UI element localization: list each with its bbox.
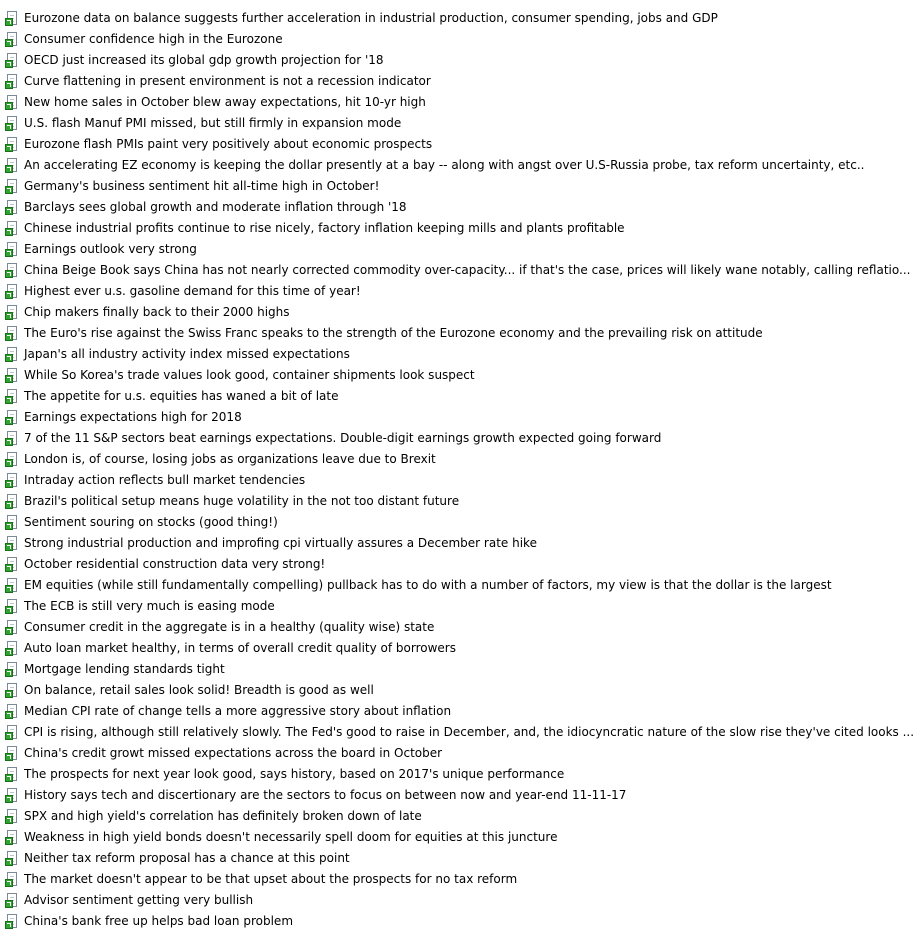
list-item[interactable]	[5, 491, 806, 512]
list-item[interactable]	[5, 428, 806, 449]
document-shortcut-icon[interactable]	[5, 704, 18, 719]
document-shortcut-icon[interactable]	[5, 767, 18, 782]
document-shortcut-icon[interactable]	[5, 893, 18, 908]
document-shortcut-icon[interactable]	[5, 809, 18, 824]
list-item[interactable]	[5, 575, 832, 596]
list-item[interactable]	[5, 50, 806, 71]
document-shortcut-icon[interactable]	[5, 410, 18, 425]
list-item-label[interactable]: China Beige Book says China has not nearly corrected commodity over-capacity... if that's the case, prices will likely wane notably, calling reflatio...	[24, 263, 911, 277]
list-item[interactable]	[5, 680, 806, 701]
list-item-label[interactable]: U.S. flash Manuf PMI missed, but still firmly in expansion mode	[24, 116, 402, 130]
list-item[interactable]	[5, 71, 806, 92]
list-item[interactable]	[5, 743, 806, 764]
list-item[interactable]	[5, 302, 806, 323]
list-item-label[interactable]: Strong industrial production and improfing cpi virtually assures a December rate hike	[24, 536, 537, 550]
document-shortcut-icon[interactable]	[5, 74, 18, 89]
list-item-label[interactable]: While So Korea's trade values look good, container shipments look suspect	[24, 368, 475, 382]
list-item[interactable]	[5, 449, 806, 470]
list-item-label[interactable]: Weakness in high yield bonds doesn't necessarily spell doom for equities at this juncture	[24, 830, 558, 844]
list-item[interactable]	[5, 533, 806, 554]
list-item[interactable]	[5, 722, 914, 743]
document-shortcut-icon[interactable]	[5, 431, 18, 446]
list-item-label[interactable]: An accelerating EZ economy is keeping the dollar presently at a bay -- along with angst over U.S-Russia probe, tax reform uncertainty, etc..	[24, 158, 865, 172]
list-item[interactable]	[5, 239, 806, 260]
list-item[interactable]	[5, 29, 806, 50]
document-shortcut-icon[interactable]	[5, 914, 18, 929]
list-item[interactable]	[5, 155, 865, 176]
list-item-label[interactable]: Advisor sentiment getting very bullish	[24, 893, 254, 907]
document-shortcut-icon[interactable]	[5, 578, 18, 593]
document-shortcut-icon[interactable]	[5, 494, 18, 509]
list-item-label[interactable]: China's credit growt missed expectations across the board in October	[24, 746, 443, 760]
list-item[interactable]	[5, 659, 806, 680]
list-item-label[interactable]: Eurozone flash PMIs paint very positively about economic prospects	[24, 137, 433, 151]
document-shortcut-icon[interactable]	[5, 326, 18, 341]
list-item[interactable]	[5, 323, 806, 344]
list-item-label[interactable]: Japan's all industry activity index missed expectations	[24, 347, 350, 361]
document-shortcut-icon[interactable]	[5, 536, 18, 551]
list-item-label[interactable]: Consumer credit in the aggregate is in a healthy (quality wise) state	[24, 620, 435, 634]
document-shortcut-icon[interactable]	[5, 683, 18, 698]
document-shortcut-icon[interactable]	[5, 284, 18, 299]
list-item-label[interactable]: Chinese industrial profits continue to rise nicely, factory inflation keeping mills and plants profitable	[24, 221, 625, 235]
list-item[interactable]	[5, 113, 806, 134]
document-shortcut-icon[interactable]	[5, 473, 18, 488]
document-shortcut-icon[interactable]	[5, 872, 18, 887]
document-shortcut-icon[interactable]	[5, 515, 18, 530]
list-item-label[interactable]: Mortgage lending standards tight	[24, 662, 225, 676]
document-shortcut-icon[interactable]	[5, 662, 18, 677]
list-item[interactable]	[5, 8, 806, 29]
list-item-label[interactable]: CPI is rising, although still relatively slowly. The Fed's good to raise in December, and, the idiocyncratic nature of the slow rise they've cited looks ...	[24, 725, 914, 739]
list-item[interactable]	[5, 512, 806, 533]
list-item[interactable]	[5, 764, 806, 785]
document-shortcut-icon[interactable]	[5, 851, 18, 866]
list-item-label[interactable]: Intraday action reflects bull market tendencies	[24, 473, 306, 487]
list-item-label[interactable]: China's bank free up helps bad loan problem	[24, 914, 294, 928]
list-item[interactable]	[5, 911, 806, 932]
document-shortcut-icon[interactable]	[5, 599, 18, 614]
list-item[interactable]	[5, 197, 806, 218]
list-item-label[interactable]: EM equities (while still fundamentally compelling) pullback has to do with a number of factors, my view is that the dollar is the largest	[24, 578, 832, 592]
list-item[interactable]	[5, 701, 806, 722]
document-shortcut-icon[interactable]	[5, 95, 18, 110]
list-item-label[interactable]: New home sales in October blew away expectations, hit 10-yr high	[24, 95, 426, 109]
document-shortcut-icon[interactable]	[5, 137, 18, 152]
document-shortcut-icon[interactable]	[5, 305, 18, 320]
list-item[interactable]	[5, 281, 806, 302]
document-shortcut-icon[interactable]	[5, 116, 18, 131]
list-item[interactable]	[5, 407, 806, 428]
list-item[interactable]	[5, 869, 806, 890]
list-item[interactable]	[5, 344, 806, 365]
list-item[interactable]	[5, 848, 806, 869]
list-item-label[interactable]: Earnings outlook very strong	[24, 242, 197, 256]
document-shortcut-icon[interactable]	[5, 389, 18, 404]
list-item-label[interactable]: October residential construction data very strong!	[24, 557, 326, 571]
list-item-label[interactable]: Median CPI rate of change tells a more aggressive story about inflation	[24, 704, 452, 718]
document-shortcut-icon[interactable]	[5, 53, 18, 68]
document-shortcut-icon[interactable]	[5, 32, 18, 47]
list-item-label[interactable]: The appetite for u.s. equities has waned a bit of late	[24, 389, 339, 403]
list-item[interactable]	[5, 386, 806, 407]
list-item[interactable]	[5, 785, 806, 806]
list-item-label[interactable]: Neither tax reform proposal has a chance at this point	[24, 851, 350, 865]
document-shortcut-icon[interactable]	[5, 221, 18, 236]
list-item-label[interactable]: Brazil's political setup means huge volatility in the not too distant future	[24, 494, 460, 508]
list-item[interactable]	[5, 218, 806, 239]
list-item[interactable]	[5, 365, 806, 386]
document-shortcut-icon[interactable]	[5, 158, 18, 173]
list-item-label[interactable]: Auto loan market healthy, in terms of overall credit quality of borrowers	[24, 641, 456, 655]
list-item[interactable]	[5, 596, 806, 617]
list-item-label[interactable]: History says tech and discertionary are the sectors to focus on between now and year-end 11-11-17	[24, 788, 627, 802]
list-item-label[interactable]: The prospects for next year look good, says history, based on 2017's unique performance	[24, 767, 565, 781]
list-item[interactable]	[5, 827, 806, 848]
list-item-label[interactable]: Barclays sees global growth and moderate inflation through '18	[24, 200, 407, 214]
list-item-label[interactable]: Eurozone data on balance suggests further acceleration in industrial production, consumer spending, jobs and GDP	[24, 11, 718, 25]
list-item-label[interactable]: OECD just increased its global gdp growth projection for '18	[24, 53, 384, 67]
list-item-label[interactable]: Germany's business sentiment hit all-time high in October!	[24, 179, 380, 193]
list-item-label[interactable]: The Euro's rise against the Swiss Franc speaks to the strength of the Eurozone economy and the prevailing risk on attitude	[24, 326, 763, 340]
list-item[interactable]	[5, 890, 806, 911]
document-shortcut-icon[interactable]	[5, 725, 18, 740]
list-item-label[interactable]: Curve flattening in present environment is not a recession indicator	[24, 74, 431, 88]
list-item-label[interactable]: Consumer confidence high in the Eurozone	[24, 32, 283, 46]
list-item[interactable]	[5, 176, 806, 197]
list-item-label[interactable]: Chip makers finally back to their 2000 highs	[24, 305, 290, 319]
document-shortcut-icon[interactable]	[5, 557, 18, 572]
list-item-label[interactable]: Earnings expectations high for 2018	[24, 410, 242, 424]
list-item[interactable]	[5, 638, 806, 659]
document-shortcut-icon[interactable]	[5, 368, 18, 383]
list-item-label[interactable]: On balance, retail sales look solid! Breadth is good as well	[24, 683, 374, 697]
document-shortcut-icon[interactable]	[5, 11, 18, 26]
document-shortcut-icon[interactable]	[5, 263, 18, 278]
document-shortcut-icon[interactable]	[5, 452, 18, 467]
list-item[interactable]	[5, 134, 806, 155]
document-shortcut-icon[interactable]	[5, 641, 18, 656]
list-item-label[interactable]: Sentiment souring on stocks (good thing!)	[24, 515, 278, 529]
list-item[interactable]	[5, 92, 806, 113]
document-shortcut-icon[interactable]	[5, 746, 18, 761]
list-item[interactable]	[5, 470, 806, 491]
list-item-label[interactable]: The ECB is still very much is easing mode	[24, 599, 275, 613]
document-shortcut-icon[interactable]	[5, 200, 18, 215]
list-item[interactable]	[5, 260, 911, 281]
document-shortcut-icon[interactable]	[5, 788, 18, 803]
document-shortcut-icon[interactable]	[5, 620, 18, 635]
document-shortcut-icon[interactable]	[5, 347, 18, 362]
list-item-label[interactable]: SPX and high yield's correlation has definitely broken down of late	[24, 809, 422, 823]
list-item-label[interactable]: 7 of the 11 S&P sectors beat earnings expectations. Double-digit earnings growth expected going forward	[24, 431, 662, 445]
document-shortcut-icon[interactable]	[5, 179, 18, 194]
list-item[interactable]	[5, 806, 806, 827]
list-item-label[interactable]: London is, of course, losing jobs as organizations leave due to Brexit	[24, 452, 436, 466]
list-item-label[interactable]: Highest ever u.s. gasoline demand for this time of year!	[24, 284, 361, 298]
list-item-label[interactable]: The market doesn't appear to be that upset about the prospects for no tax reform	[24, 872, 518, 886]
list-item[interactable]	[5, 554, 806, 575]
list-item[interactable]	[5, 617, 806, 638]
document-shortcut-icon[interactable]	[5, 242, 18, 257]
document-shortcut-icon[interactable]	[5, 830, 18, 845]
